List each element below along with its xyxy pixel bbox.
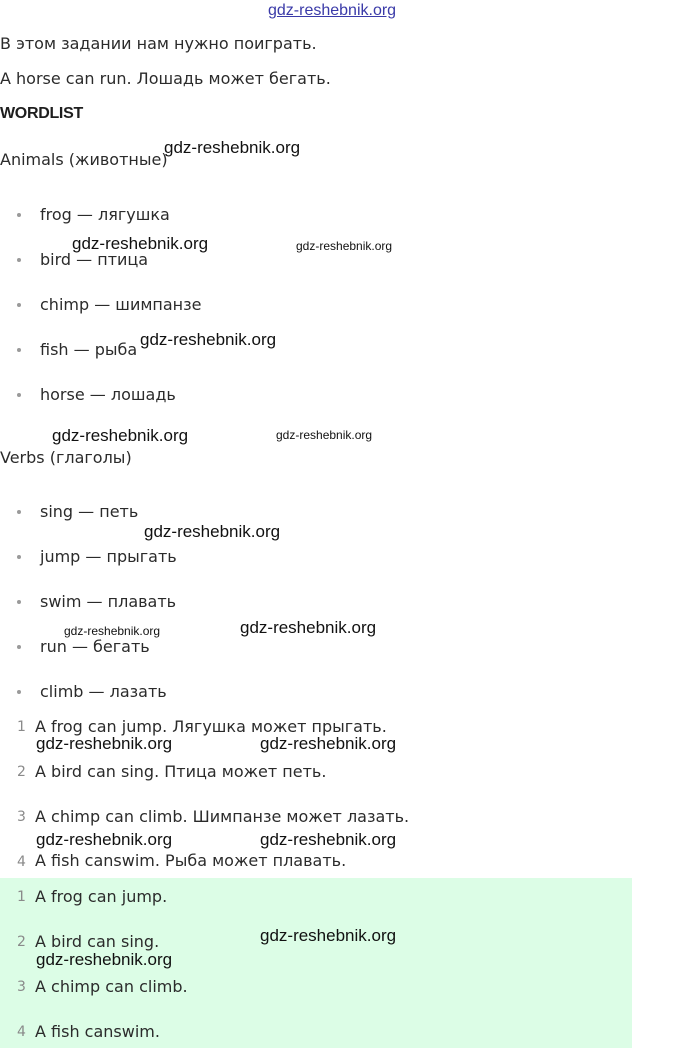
watermark: gdz-reshebnik.org [72,234,209,253]
verbs-heading: Verbs (глаголы) [0,448,132,467]
bullet-icon [17,690,21,694]
bullet-icon [17,348,21,352]
list-item-text: climb — лазать [40,682,167,701]
watermark: gdz-reshebnik.org [260,926,397,945]
list-item-text: chimp — шимпанзе [40,295,202,314]
sentence-text: A bird can sing. Птица может петь. [35,762,327,781]
animals-heading: Animals (животные) [0,150,168,169]
item-number: 1 [17,719,26,735]
sentence-text: A fish canswim. Рыба может плавать. [35,851,347,870]
list-item-text: swim — плавать [40,592,177,611]
item-number: 1 [17,889,26,905]
item-number: 4 [17,1024,26,1040]
watermark: gdz-reshebnik.org [140,330,277,349]
answer-text: A bird can sing. [35,932,160,951]
watermark: gdz-reshebnik.org [144,522,281,541]
watermark: gdz-reshebnik.org [36,734,173,753]
wordlist-heading: WORDLIST [0,105,83,122]
list-item-text: sing — петь [40,502,139,521]
bullet-icon [17,510,21,514]
bullet-icon [17,303,21,307]
example-sentence: A horse can run. Лошадь может бегать. [0,69,331,88]
watermark: gdz-reshebnik.org [260,830,397,849]
bullet-icon [17,600,21,604]
answer-text: A chimp can climb. [35,977,188,996]
watermark: gdz-reshebnik.org [64,624,161,638]
watermark: gdz-reshebnik.org [164,138,301,157]
watermark: gdz-reshebnik.org [52,426,189,445]
list-item-text: run — бегать [40,637,150,656]
list-item-text: fish — рыба [40,340,138,359]
list-item-text: bird — птица [40,250,149,269]
list-item-text: jump — прыгать [40,547,177,566]
sentence-text: A chimp can climb. Шимпанзе может лазать. [35,807,410,826]
item-number: 4 [17,854,26,870]
item-number: 3 [17,809,26,825]
intro-text: В этом задании нам нужно поиграть. [0,34,317,53]
item-number: 2 [17,764,26,780]
answer-text: A frog can jump. [35,887,168,906]
bullet-icon [17,555,21,559]
bullet-icon [17,393,21,397]
watermark-link[interactable]: gdz-reshebnik.org [268,2,397,19]
list-item-text: horse — лошадь [40,385,176,404]
bullet-icon [17,645,21,649]
bullet-icon [17,213,21,217]
watermark: gdz-reshebnik.org [240,618,377,637]
watermark: gdz-reshebnik.org [260,734,397,753]
watermark: gdz-reshebnik.org [36,830,173,849]
list-item-text: frog — лягушка [40,205,170,224]
item-number: 3 [17,979,26,995]
watermark: gdz-reshebnik.org [296,239,393,253]
item-number: 2 [17,934,26,950]
bullet-icon [17,258,21,262]
watermark: gdz-reshebnik.org [36,950,173,969]
answer-text: A fish canswim. [35,1022,160,1041]
watermark: gdz-reshebnik.org [276,428,373,442]
sentence-text: A frog can jump. Лягушка может прыгать. [35,717,387,736]
